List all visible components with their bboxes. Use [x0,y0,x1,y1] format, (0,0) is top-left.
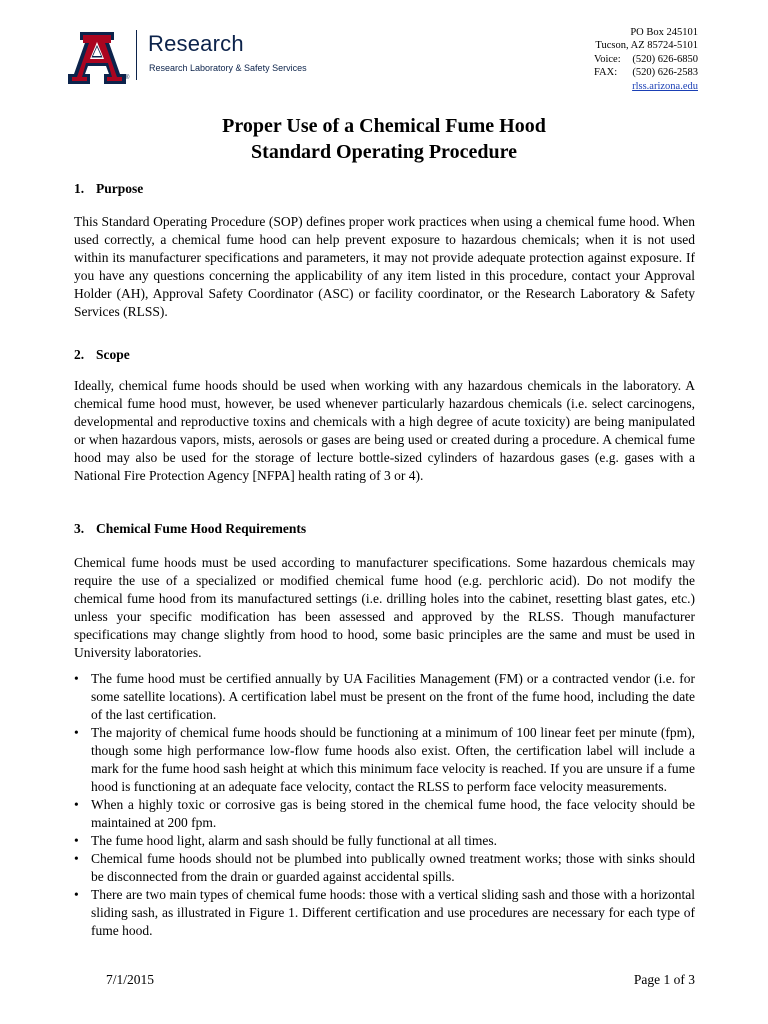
bullet-icon: • [74,797,79,812]
list-item-text: When a highly toxic or corrosive gas is being stored in the chemical fume hood, the face velocity should be maintained at 200 fpm. [91,797,695,830]
website-link[interactable]: rlss.arizona.edu [632,80,698,92]
section-title: Scope [96,347,130,362]
document-subtitle: Standard Operating Procedure [251,141,517,163]
list-item-text: Chemical fume hoods should not be plumbed into publically owned treatment works; those with sinks should be disconnected from the drain or guarded against accidental spills. [91,851,695,884]
bullet-icon: • [74,833,79,848]
list-item [74,724,695,796]
section-heading-requirements [74,521,306,537]
footer-page-number: Page 1 of 3 [633,972,695,987]
list-item [74,796,695,832]
document-title: Proper Use of a Chemical Fume Hood [222,115,546,137]
letterhead [0,0,768,100]
registered-trademark: ® [125,75,130,81]
section-number: 1. [74,181,85,196]
university-logo-icon [66,30,128,86]
org-subtitle: Research Laboratory & Safety Services [149,63,307,73]
section-title: Purpose [96,181,144,196]
footer-date: 7/1/2015 [106,972,155,987]
section-title: Chemical Fume Hood Requirements [96,521,307,536]
section-number: 2. [74,347,85,362]
bullet-icon: • [74,671,79,686]
list-item [74,850,695,886]
contact-po-box: PO Box 245101 [630,27,698,38]
list-item-text: There are two main types of chemical fume hoods: those with a vertical sliding sash and those with a horizontal sliding sash, as illustrated in Figure 1. Different certification and use procedures are necessary for each type of fume hood. [91,887,695,938]
fax-label: FAX: [594,67,618,79]
bullet-icon: • [74,887,79,902]
contact-fax-row [594,66,698,79]
voice-number: (520) 626-6850 [632,53,698,65]
list-item-text: The majority of chemical fume hoods should be functioning at a minimum of 100 linear feet per minute (fpm), though some high performance low-flow fume hoods also exist. Often, the certification label will include a mark for the fume hood sash height at which this minimum face velocity is reached. If you are unsure if a fume hood is functioning at an adequate face velocity, contact the RLSS to perform face velocity measurements. [91,725,695,794]
section-heading-purpose [74,181,143,197]
requirements-list [74,670,695,940]
voice-label: Voice: [594,53,621,65]
section-number: 3. [74,521,85,536]
list-item-text: The fume hood light, alarm and sash should be fully functional at all times. [91,833,498,848]
list-item [74,886,695,940]
fax-number: (520) 626-2583 [632,67,698,79]
bullet-icon: • [74,725,79,740]
section-heading-scope [74,347,130,363]
requirements-paragraph: Chemical fume hoods must be used according to manufacturer specifications. Some hazardous chemicals may require the use of a specialized or modified chemical fume hood (e.g. perchloric acid). Do not modify the chemical fume hood from its manufactured settings (i.e. drilling holes into the cabinet, resetting blast gates, etc.) unless your specific modification has been assessed and approved by the RLSS. Though manufacturer specifications may change slightly from hood to hood, some basic principles are the same and must be used in University laboratories. [74,555,695,660]
contact-voice-row [594,53,698,66]
list-item-text: The fume hood must be certified annually by UA Facilities Management (FM) or a contracted vendor (i.e. for some satellite locations). A certification label must be present on the front of the fume hood, including the date of the last certification. [91,671,695,722]
purpose-paragraph: This Standard Operating Procedure (SOP) defines proper work practices when using a chemical fume hood. When used correctly, a chemical fume hood can help prevent exposure to hazardous chemicals; when it is not used within its manufacturer specifications and parameters, it may not provide adequate protection against exposure. If you have any questions concerning the applicability of any item listed in this procedure, contact your Approval Holder (AH), Approval Safety Coordinator (ASC) or facility coordinator, or the Research Laboratory & Safety Services (RLSS). [74,214,695,319]
scope-paragraph: Ideally, chemical fume hoods should be used when working with any hazardous chemicals in the laboratory. A chemical fume hood must, however, be used whenever particularly hazardous chemicals (i.e. select carcinogens, developmental and reproductive toxins and chemicals with a high degree of acute toxicity) are being manipulated or when hazardous vapors, mists, aerosols or gases are being used or created during a procedure. A chemical fume hood may also be used for the storage of lecture bottle-sized cylinders of hazardous gases (e.g. gases with a National Fire Protection Agency [NFPA] health rating of 3 or 4). [74,378,695,483]
bullet-icon: • [74,851,79,866]
contact-city: Tucson, AZ 85724-5101 [595,40,698,52]
logo-divider [136,30,137,80]
list-item [74,832,695,850]
contact-block [594,26,698,93]
org-name: Research [148,31,244,56]
list-item [74,670,695,724]
